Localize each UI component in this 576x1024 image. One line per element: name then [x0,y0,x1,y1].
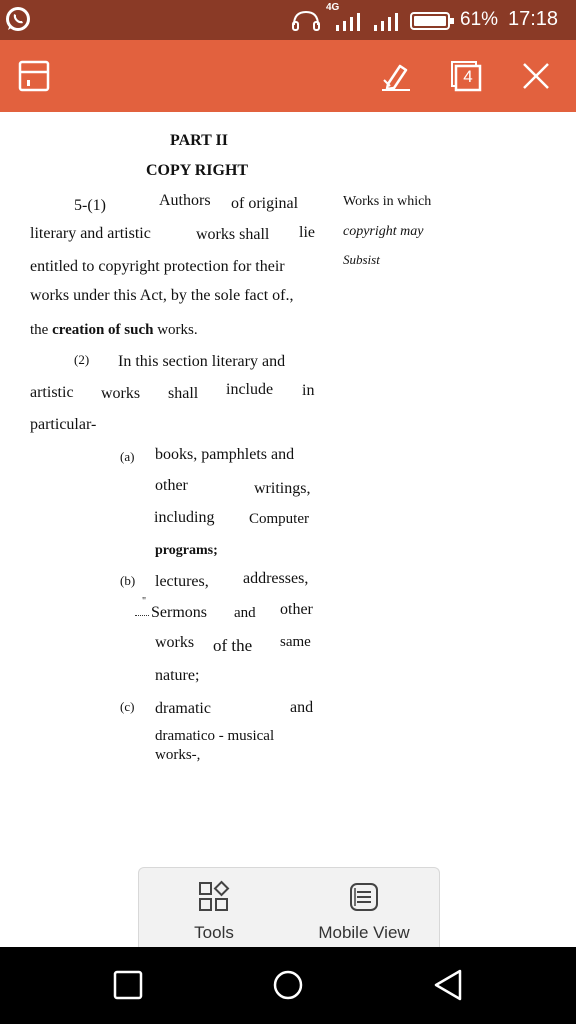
text-of-original: of original [231,195,299,212]
item-b-other: other [280,601,313,618]
item-a-label: (a) [120,449,135,464]
margin-note-3: Subsist [343,252,380,267]
item-b-mark: " [142,596,147,607]
item-a-computer: Computer [249,511,309,527]
item-b-label: (b) [120,573,136,588]
tools-label: Tools [194,923,234,942]
text-lie: lie [299,224,315,241]
mobile-view-label: Mobile View [318,923,410,942]
status-bar [0,0,576,40]
tab-count: 4 [463,67,473,86]
recent-apps-icon[interactable] [110,967,146,1003]
back-icon[interactable] [430,967,466,1003]
text-entitled-line: entitled to copyright protection for their [30,258,285,275]
item-a-writings: writings, [254,480,311,497]
battery-percent: 61% [460,9,499,30]
margin-note-2: copyright may [343,224,424,239]
close-icon[interactable] [518,58,554,94]
item-c-and: and [290,699,314,716]
text-works-under-line: works under this Act, by the sole fact of., [30,287,294,304]
tabs-button[interactable] [448,58,484,94]
item-b-ofthe: of the [213,636,253,655]
whatsapp-icon [4,5,32,33]
item-b-addresses: addresses, [243,570,309,587]
text-literary-artistic: literary and artistic [30,225,151,242]
text-works-shall: works shall [196,226,270,243]
heading-title: COPY RIGHT [146,162,249,179]
item-a-books: books, pamphlets and [155,446,295,463]
item-a-other: other [155,477,188,494]
item-b-sermons: Sermons [151,604,207,621]
subsection-2-text: In this section literary and [118,353,286,370]
item-c-dramatico: dramatico - musical [155,728,275,744]
item-b-and: and [234,605,256,621]
item-c-dramatic: dramatic [155,700,211,717]
tools-button[interactable] [139,868,289,948]
mobile-view-button[interactable] [289,868,439,948]
margin-note-1: Works in which [343,194,432,209]
heading-part: PART II [170,132,228,149]
mobile-view-icon [347,880,381,914]
navigation-bar [0,947,576,1024]
text-in: in [302,382,315,399]
item-c-works: works-, [155,747,201,763]
section-number: 5-(1) [74,197,106,214]
item-c-label: (c) [120,699,135,714]
bottom-action-panel [138,867,440,948]
document-page[interactable] [0,112,576,947]
tools-icon [197,880,231,914]
text-artistic: artistic [30,384,74,401]
annotate-pen-icon[interactable] [378,58,414,94]
signal-icon [372,11,402,31]
text-particular: particular- [30,416,97,433]
clock: 17:18 [508,8,559,30]
save-icon[interactable] [16,58,52,94]
home-icon[interactable] [270,967,306,1003]
text-creation-line: the creation of such works. [30,322,198,338]
item-b-nature: nature; [155,667,200,684]
signal-icon [334,11,364,31]
text-shall: shall [168,385,199,402]
subsection-2-label: (2) [74,352,90,367]
text-include: include [226,381,274,398]
item-a-programs: programs; [155,543,218,558]
item-b-dots [135,615,149,616]
text-works: works [101,385,141,402]
headphones-icon [290,9,322,31]
network-type: 4G [326,2,340,13]
item-a-including: including [154,509,215,526]
item-b-same: same [280,634,311,650]
app-toolbar [0,40,576,112]
item-b-lectures: lectures, [155,573,209,590]
battery-icon [410,12,456,30]
item-b-works: works [155,634,195,651]
text-authors: Authors [159,192,211,209]
